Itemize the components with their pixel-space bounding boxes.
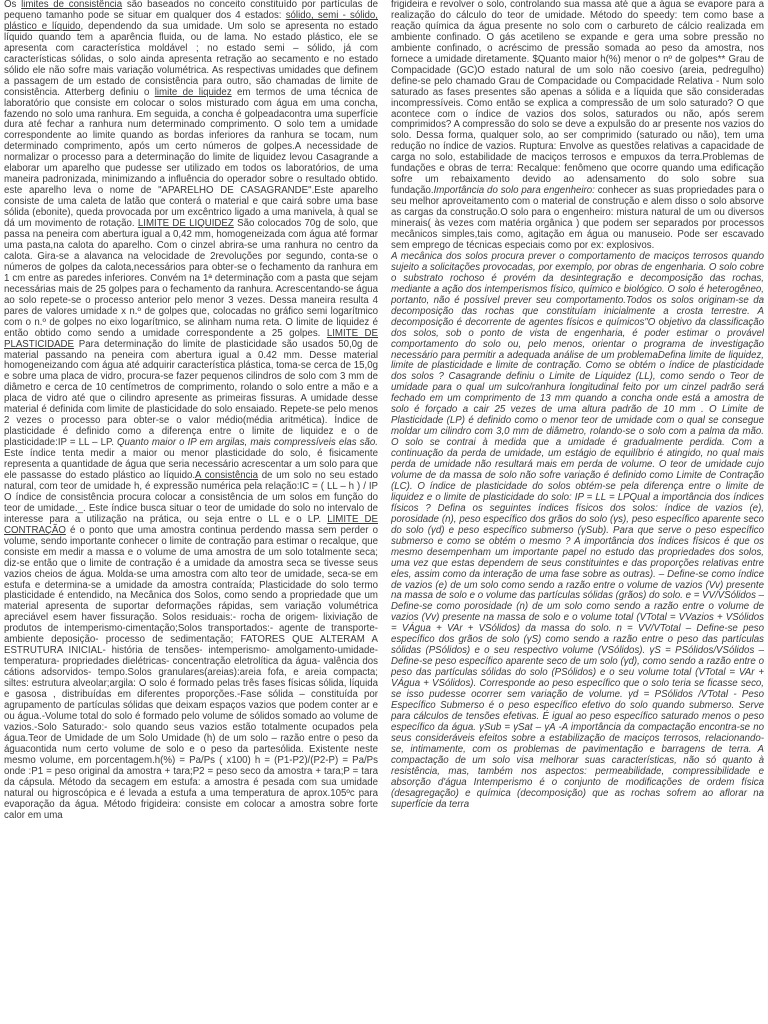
text-segment: de um solo no seu estado natural, com teor de umidade h, é expressão numérica pela relação:IC = ( LL – h ) / IP O índice de consistência procura colocar a consistência de um solos em função do teor de umidade._. Este índice busca situar o teor de umidade do solo no intervalo de interesse para a utilização na prática, ou seja entre o LL e o LP. <box>4 469 378 525</box>
italic-text-segment: Quanto maior o IP em argilas, mais compressíveis elas são. <box>116 437 378 449</box>
heading-limite-de-liquidez[interactable]: LIMITE DE LIQUIDEZ <box>137 218 234 230</box>
heading-limite-de-contracao[interactable]: LIMITE DE CONTRAÇÃO <box>4 513 378 536</box>
italic-text-segment: Importância do solo para engenheiro: <box>433 185 595 197</box>
heading-limite-de-plasticidade[interactable]: LIMITE DE PLASTICIDADE <box>4 327 378 350</box>
right-text-column <box>391 0 764 1000</box>
link-limite-de-liquidez[interactable]: limite de liquidez <box>154 86 232 98</box>
text-segment: em termos de uma técnica de laboratório que consiste em colocar o solos misturado com água em uma concha, fazendo no solo uma ranhura. Em seguida, a concha é golpeadacontra uma superfície dura até fechar a ranhura num determinado comprimento. O solo tem a umidade correspondente ao limite quando as bordas inferiores da ranhura se tocam, num determinado comprimento, após um certo números de golpes.A necessidade de normalizar o processo para a determinação do limite de liquidez levou Casagrande a elaborar um aparelho que pudesse ser utilizado em todos os laboratórios, de uma maneira padronizada, minimizando a influência do operador sobre o resultado obtido. este aparelho leva o nome de "APARELHO DE CASAGRANDE".Este aparelho consiste de uma caleta de latão que conterá o material e que cairá sobre uma base sólida (ebonite), queda provocada por um excêntrico ligado a uma manivela, à qual se dá um movimento de rotação. <box>4 86 378 230</box>
text-segment: São colocados 70g de solo, que passa na peneira com abertura igual a 0,42 mm, homogeneizada com água até formar uma pasta,na calota do aparelho. Com o cinzel abrira-se uma ranhura no centro da calota. Gira-se a alavanca na velocidade de 2revoluções por segundo, conta-se o números de golpes da calota,necessários para obter-se o fechamento da ranhura em 1 cm entre as paredes inferiores. Convém na 1ª determinação com a pasta que sejam necessárias mais de 25 golpes para o fechamento da ranhura. Acrescentando-se água ao solo repete-se o processo anterior pelo menor 3 vezes. Dessa maneira resulta 4 pares de valores umidade x n.º de golpes que, colocadas no gráfico semi logarítmico com o n.º de golpes no eixo logarítmico, se alinham numa reta. O limite de liquidez é então obtido como sendo a umidade correspondente a 25 golpes. <box>4 218 378 339</box>
text-segment: conhecer as suas propriedades para o seu melhor aproveitamento com o material de construção e alem disso o solo absorve as cargas da construção.O solo para o engenheiro: mistura natural de um ou diversos minerais( às vezes com matéria orgânica ) que podem ser separados por processos mecânicos simples,tais como, agitação em água ou manuseio. Pode ser escavado sem emprego de técnicas especiais como por ex: explosivos. <box>391 185 764 251</box>
text-segment: Os <box>4 0 22 10</box>
text-segment: são baseados no conceito constituído por partículas de pequeno tamanho pode se situar em qualquer dos 4 estados: <box>4 0 378 21</box>
text-segment: é o ponto que uma amostra continua perdendo massa sem perder o volume, sendo importante conhecer o limite de contração para estimar o recalque, que consiste em medir a massa e o volume de uma amostra de um solo totalmente seca; diz-se então que o limite de contração é a umidade da amostra seca se tivesse seus vazios cheios de água. Molda-se uma amostra com alto teor de umidade, seca-se em estufa e determina-se a umidade da amostra contraída; Plasticidade do solo termo plasticidade é entendido, na Mecânica dos Solos, como sendo a propriedade que um material apresenta de suportar deformações rápidas, sem variação volumétrica apreciável esem haver fissuração. Solos residuais:- rocha de origem- lixiviação de produtos de intemperismo-cimentação;Solos transportados:- agente de transporte- ambiente deposição- processo de sedimentação; FATORES QUE ALTERAM A ESTRUTURA INICIAL- história de tensões- intemperismo- amolgamento-umidade- temperatura- propriedades dielétricas- concentração eletrolítica da água- valência dos cátions adsorvidos- tempo.Solos granulares(areias):areia fofa, e areia compacta; siltes: estrutura alveolar;argila: O solo é formado pelas três fases físicas sólida, líquida e gasosa , distribuídas em diferentes proporções.-Fase sólida – constituída por agrupamento de partículas sólidas que deixam espaços vazios que podem conter ar e ou água.-Volume total do solo é formado pelo volume de sólidos somado ao volume de vazios.-Solo Saturado:- solo quando seus vazios estão totalmente ocupados pela água.Teor de Umidade de um Solo Umidade (h) de um solo – razão entre o peso da águacontida num certo volume de solo e o peso da partesólida. Existente neste mesmo volume, em porcentagem.h(%) = Pa/Ps ( x100) h = (P1-P2)/(P2-P) = Pa/Ps onde :P1 = peso original da amostra + tara;P2 = peso seco da amostra + tara;P = tara da cápsula. Método da secagem em estufa: a amostra é pesada com sua umidade natural ou higroscópica e é levada a estufa a uma temperatura de aprox.105ºc para evaporação da água. Método frigideira: consiste em colocar a amostra sobre forte calor em uma <box>4 524 378 821</box>
text-segment: Este índice tenta medir a maior ou menor plasticidade do solo, é fisicamente representa a quantidade de água que seria necessário acrescentar a um solo para que ele passasse do estado plástico ao líquido. <box>4 448 378 481</box>
left-paragraph <box>4 0 378 821</box>
link-estados-do-solo[interactable]: sólido, semi - sólido, plástico e líquido <box>4 9 378 32</box>
text-segment: , dependendo da sua umidade. Um solo se apresenta no estado líquido quando tem a aparência fluida, ou de lama. No estado plástico, ele se apresenta com característica moldável ; no estado semi – sólido, já com características sólidas, o solo ainda apresenta retração ao secamento e no estado sólido ele não sofre mais variação volumétrica. As respectivas umidades que definem a passagem de um estado de consistência para outro, são chamadas de limite de consistência. Atterberg definiu o <box>4 20 378 98</box>
right-paragraph <box>391 0 764 252</box>
right-italic-paragraph: A mecânica dos solos procura prever o comportamento de maciços terrosos quando sujeito a solicitações provocadas, por exemplo, por obras de engenharia. O solo cobre o substrato rochoso é provém da desintegração e decomposição das rochas, mediante a ação dos intemperismos físico, químico e biológico. O solo é heterogêneo, portanto, não é possível prever seu comportamento.Todos os solos originam-se da decomposição das rochas que constituíam inicialmente a crosta terrestre. A decomposição é decorrente de agentes físicos e químicos"O objetivo da classificação dos solos, sob o ponto de vista de engenharia, é poder estimar o provável comportamento do solo ou, pelo menos, orientar o programa de investigação necessário para permitir a adequada análise de um problemaDefina limite de liquidez, limite de plasticidade e limite de contração. Como se obtém o índice de plasticidade dos solos ? Casagrande definiu o Limite de Liquidez (LL), como sendo o Teor de umidade para o qual um sulco/ranhura longitudinal feito por um cinzel padrão será fechado em um comprimento de 13 mm quando a concha onde está a amostra de solo é forçado a cair 25 vezes de uma altura padrão de 10 mm . O Limite de Plasticidade (LP) é definido como o menor teor de umidade com o qual se consegue moldar um cilindro com 3,0 mm de diâmetro, rolando-se o solo com a palma da mão. O solo se contrai à medida que a umidade é gradualmente perdida. Com a continuação da perda de umidade, um estágio de equilíbrio é atingido, no qual mais perda de umidade não resultará mais em perda de volume. O teor de umidade cujo volume de da massa de solo não sofre variação é definido como Limite de Contração (LC). O índice de plasticidade do solos obtém-se pela diferença entre o limite de liquidez e o limite de plasticidade do solo: IP = LL = LPQual a importância dos índices físicos ? Defina os seguintes índices físicos dos solos: índice de vazios (e), porosidade (n), peso específico dos grãos do solo (γs), peso específico aparente seco do solo (γd) e peso específico submerso (γSub). Para que serve o peso específico submerso e como se obtém o mesmo ? A importância dos índices físicos é que os mesmo desempenham um importante papel no estudo das propriedades dos solos, uma vez que estas dependem de seus constituintes e das proporções relativas entre eles, assim como da interação de uma fase sobre as outras). – Define-se como índice de vazios (e) de um solo como sendo a razão entre o volume de vazios (Vv) presente na massa de solo e o volume das partículas sólidas (grãos) do solo. e = VV/VSólidos – Define-se como porosidade (n) de um solo como sendo a razão entre o volume de vazios (Vv) presente na massa de solo e o volume total (VTotal = VVazios + VSólidos = VÁgua + VAr + VSólidos) da massa do solo. n = VV/VTotal – Define-se peso específico dos grãos de solo (γS) como sendo a razão entre o peso das partículas sólidas (PSólidos) e o seu respectivo volume (VSólidos). γS = PSólidos/VSólidos – Define-se peso específico aparente seco de um solo (γd), como sendo a razão entre o peso das partículas sólidas do solo (PSólidos) e o seu volume total (VTotal = VAr + VÁgua + VSólidos). Corresponde ao peso específico que o solo teria se ficasse seco, se isso pudesse ocorrer sem variação de volume. γd = PSólidos /VTotal - Peso Específico Submerso é o peso específico efetivo do solo quando submerso. Serve para cálculos de tensões efetivas. É igual ao peso específico saturado menos o peso específico da água. γSub = γSat – γA -A importância da compactação encontra-se no seus consideráveis efeitos sobre a estabilização de maciços terrosos, relacionando-se, intimamente, com os problemas de pavimentação e barragens de terra. A compactação de um solo visa melhorar suas características, não só quanto à resistência, mas, também nos aspectos: permeabilidade, compressibilidade e absorção d'água Intemperismo é o conjunto de modificações de ordem física (desagregação) e química (decomposição) que as rochas sofrem ao aflorar na superfície da terra <box>391 250 764 810</box>
link-a-consistencia[interactable]: A consistência <box>195 469 259 481</box>
link-limites-de-consistencia[interactable]: limites de consistência <box>21 0 123 10</box>
left-text-column <box>4 0 378 1000</box>
text-segment: frigideira e revolver o solo, controlando sua massa até que a água se evapore para a realização do cálculo do teor de umidade. Método do speedy: tem como base a reação química da água presente no solo com o carbureto de cálcio realizada em ambiente confinado. O gás acetileno se expande e gera uma sobre pressão no ambiente confinado, o acréscimo de pressão somada ao peso da amostra, nos fornece a umidade diretamente. $Quanto maior h(%) menor o nº de golpes** Grau de Compacidade (GC)O estado natural de um solo não coesivo (areia, pedregulho) define-se pelo chamado Grau de Compacidade ou Compacidade Relativa - Num solo saturado as fases presentes são apenas a sólida e a líquida que são consideradas incompressíveis. Como então se explica a compressão de um solo saturado? O que acontece com o índice de vazios dos solos, saturados ou não, após serem comprimidos? A compressão do solo se deve a expulsão do ar presente nos vazios do solo. Dessa forma, qualquer solo, ao ser comprimido (saturado ou não), tem uma redução no índice de vazios. Ruptura: Envolve as questões relativas a capacidade de carga no solo, estabilidade de maciços terrosos e empuxos da terra.Problemas de fundações e obras de terra: Recalque: fenômeno que ocorre quando uma edificação sofre um rebaixamento devido ao adensamento do solo sobre sua fundação. <box>391 0 764 197</box>
text-segment: Para determinação do limite de plasticidade são usados 50,0g de material passando na peneira com abertura igual a 0.42 mm. Desse material homogeneizando com água até adquirir característica plástica, toma-se cerca de 15,0g e sobre uma placa de vidro, procura-se fazer pequenos cilindros de solo com 3 mm de diâmetro e cerca de 10 centímetros de comprimento, rolando o solo entre a mão e a placa de vidro até que o cilindro apresente as primeiras fissuras. A umidade desse material é definida com limite de plasticidade do solo ensaiado. Repete-se pelo menos 2 vezes o processo para obter-se o valor médio(média aritmética). Índice de plasticidade é definido como a diferença entre o limite de liquidez e o de plasticidade:IP = LL – LP. <box>4 338 378 449</box>
